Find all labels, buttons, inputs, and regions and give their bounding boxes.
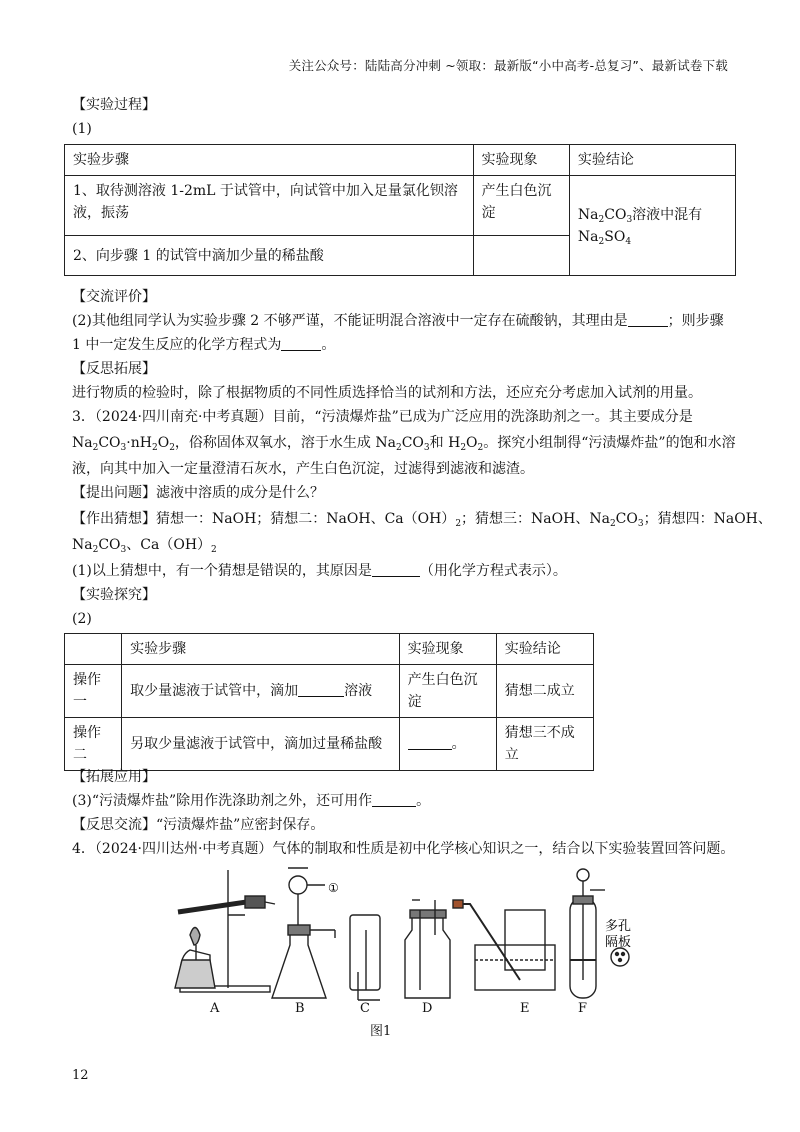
- question-3-3: (3)“污渍爆炸盐”除用作洗涤助剂之外，还可用作 。: [72, 790, 740, 812]
- section-title-app: 【拓展应用】: [72, 769, 156, 785]
- table-header-cell: [65, 634, 122, 665]
- guess-line-2: $Na_2CO_3$、$Ca(OH)_2$: [72, 537, 217, 555]
- table-header-cell: 实验结论: [496, 634, 593, 665]
- table-cell-step2: 2、向步骤 1 的试管中滴加少量的稀盐酸: [65, 236, 474, 276]
- apparatus-a: [175, 870, 275, 992]
- question-3-intro-3: 液，向其中加入一定量澄清石灰水，产生白色沉淀，过滤得到滤液和滤渣。: [72, 461, 534, 477]
- figure-label-f: F: [578, 1001, 588, 1016]
- guess-line-1: 【作出猜想】猜想一：NaOH；猜想二：NaOH、$Ca(OH)_2$；猜想三：NaOH、$Na_2CO_3$；猜想四：NaOH、: [72, 511, 772, 529]
- part-2-label: (2): [72, 611, 92, 627]
- section-title-explore: 【实验探究】: [72, 587, 156, 603]
- raise-question: 【提出问题】滤液中溶质的成分是什么？: [72, 485, 324, 501]
- question-3-1: (1)以上猜想中，有一个猜想是错误的，其原因是 （用化学方程式表示）。: [72, 560, 740, 582]
- question-4-intro: 4．（2024·四川达州·中考真题）气体的制取和性质是初中化学核心知识之一，结合以下实验装置回答问题。: [72, 841, 735, 857]
- apparatus-b: [272, 868, 335, 998]
- figure-label-e: E: [520, 1001, 530, 1016]
- table-row: [65, 145, 736, 176]
- part-1-label: (1): [72, 121, 92, 137]
- plate-label-1: 多孔: [605, 919, 632, 934]
- table-cell-obs1: 产生白色沉 淀: [473, 176, 569, 236]
- question-2-line-1: (2)其他组同学认为实验步骤 2 不够严谨，不能证明混合溶液中一定存在硫酸钠，其理由是 ；则步骤: [72, 310, 740, 332]
- section-title-process: 【实验过程】: [72, 97, 156, 113]
- funnel-label: ①: [328, 881, 339, 895]
- plate-label-2: 隔板: [605, 935, 632, 950]
- table-header-cell: 实验现象: [473, 145, 569, 176]
- table-row: 操作二 另取少量滤液于试管中，滴加过量稀盐酸 。 猜想三不成立: [65, 718, 594, 771]
- apparatus-c: [350, 915, 380, 1000]
- answer-blank[interactable]: [408, 733, 452, 750]
- reflect-exchange: 【反思交流】“污渍爆炸盐”应密封保存。: [72, 817, 325, 833]
- answer-blank[interactable]: [281, 334, 321, 351]
- section-title-eval: 【交流评价】: [72, 289, 156, 305]
- table-header-cell: 实验现象: [399, 634, 496, 665]
- apparatus-d: [405, 900, 450, 998]
- answer-blank[interactable]: [628, 310, 668, 327]
- table-header-cell: 实验步骤: [122, 634, 400, 665]
- reflect-text: 进行物质的检验时，除了根据物质的不同性质选择恰当的试剂和方法，还应充分考虑加入试剂的用量。: [72, 385, 702, 401]
- question-3-intro-1: 3．（2024·四川南充·中考真题）目前，“污渍爆炸盐”已成为广泛应用的洗涤助剂之一。其主要成分是: [72, 409, 693, 425]
- table-cell-conclusion: $Na_2CO_3$溶液中混有 $Na_2SO_4$: [569, 176, 735, 276]
- figure-label-c: C: [360, 1001, 370, 1016]
- answer-blank[interactable]: [298, 680, 344, 697]
- experiment-table-1: [64, 144, 736, 276]
- figure-label-a: A: [210, 1001, 220, 1016]
- table-row: [65, 176, 736, 236]
- page-number: 12: [72, 1068, 89, 1083]
- page-header-note: 关注公众号：陆陆高分冲刺 ~领取：最新版“小中高考-总复习”、最新试卷下载: [288, 58, 728, 73]
- table-cell-step1: 1、取待测溶液 1-2mL 于试管中，向试管中加入足量氯化钡溶 液，振荡: [65, 176, 474, 236]
- question-3-intro-2: $Na_2CO_3\cdot nH_2O_2$，俗称固体双氧水，溶于水生成 $Na_2CO_3$和 $H_2O_2$。探究小组制得“污渍爆炸盐”的饱和水溶: [72, 435, 736, 453]
- apparatus-e: [453, 900, 555, 990]
- figure-caption: 图1: [370, 1024, 392, 1039]
- table-header-cell: 实验步骤: [65, 145, 474, 176]
- question-2-line-2: 1 中一定发生反应的化学方程式为 。: [72, 334, 740, 356]
- section-title-reflect: 【反思拓展】: [72, 361, 156, 377]
- figure-label-d: D: [422, 1001, 433, 1016]
- table-cell-obs2-empty: [473, 236, 569, 276]
- experiment-table-2: [64, 633, 594, 771]
- answer-blank[interactable]: [372, 790, 416, 807]
- table-row: [65, 634, 594, 665]
- apparatus-figure: [150, 860, 670, 1020]
- table-row: 操作一 取少量滤液于试管中，滴加 溶液 产生白色沉淀 猜想二成立: [65, 665, 594, 718]
- table-header-cell: 实验结论: [569, 145, 735, 176]
- answer-blank[interactable]: [372, 560, 420, 577]
- figure-label-b: B: [295, 1001, 305, 1016]
